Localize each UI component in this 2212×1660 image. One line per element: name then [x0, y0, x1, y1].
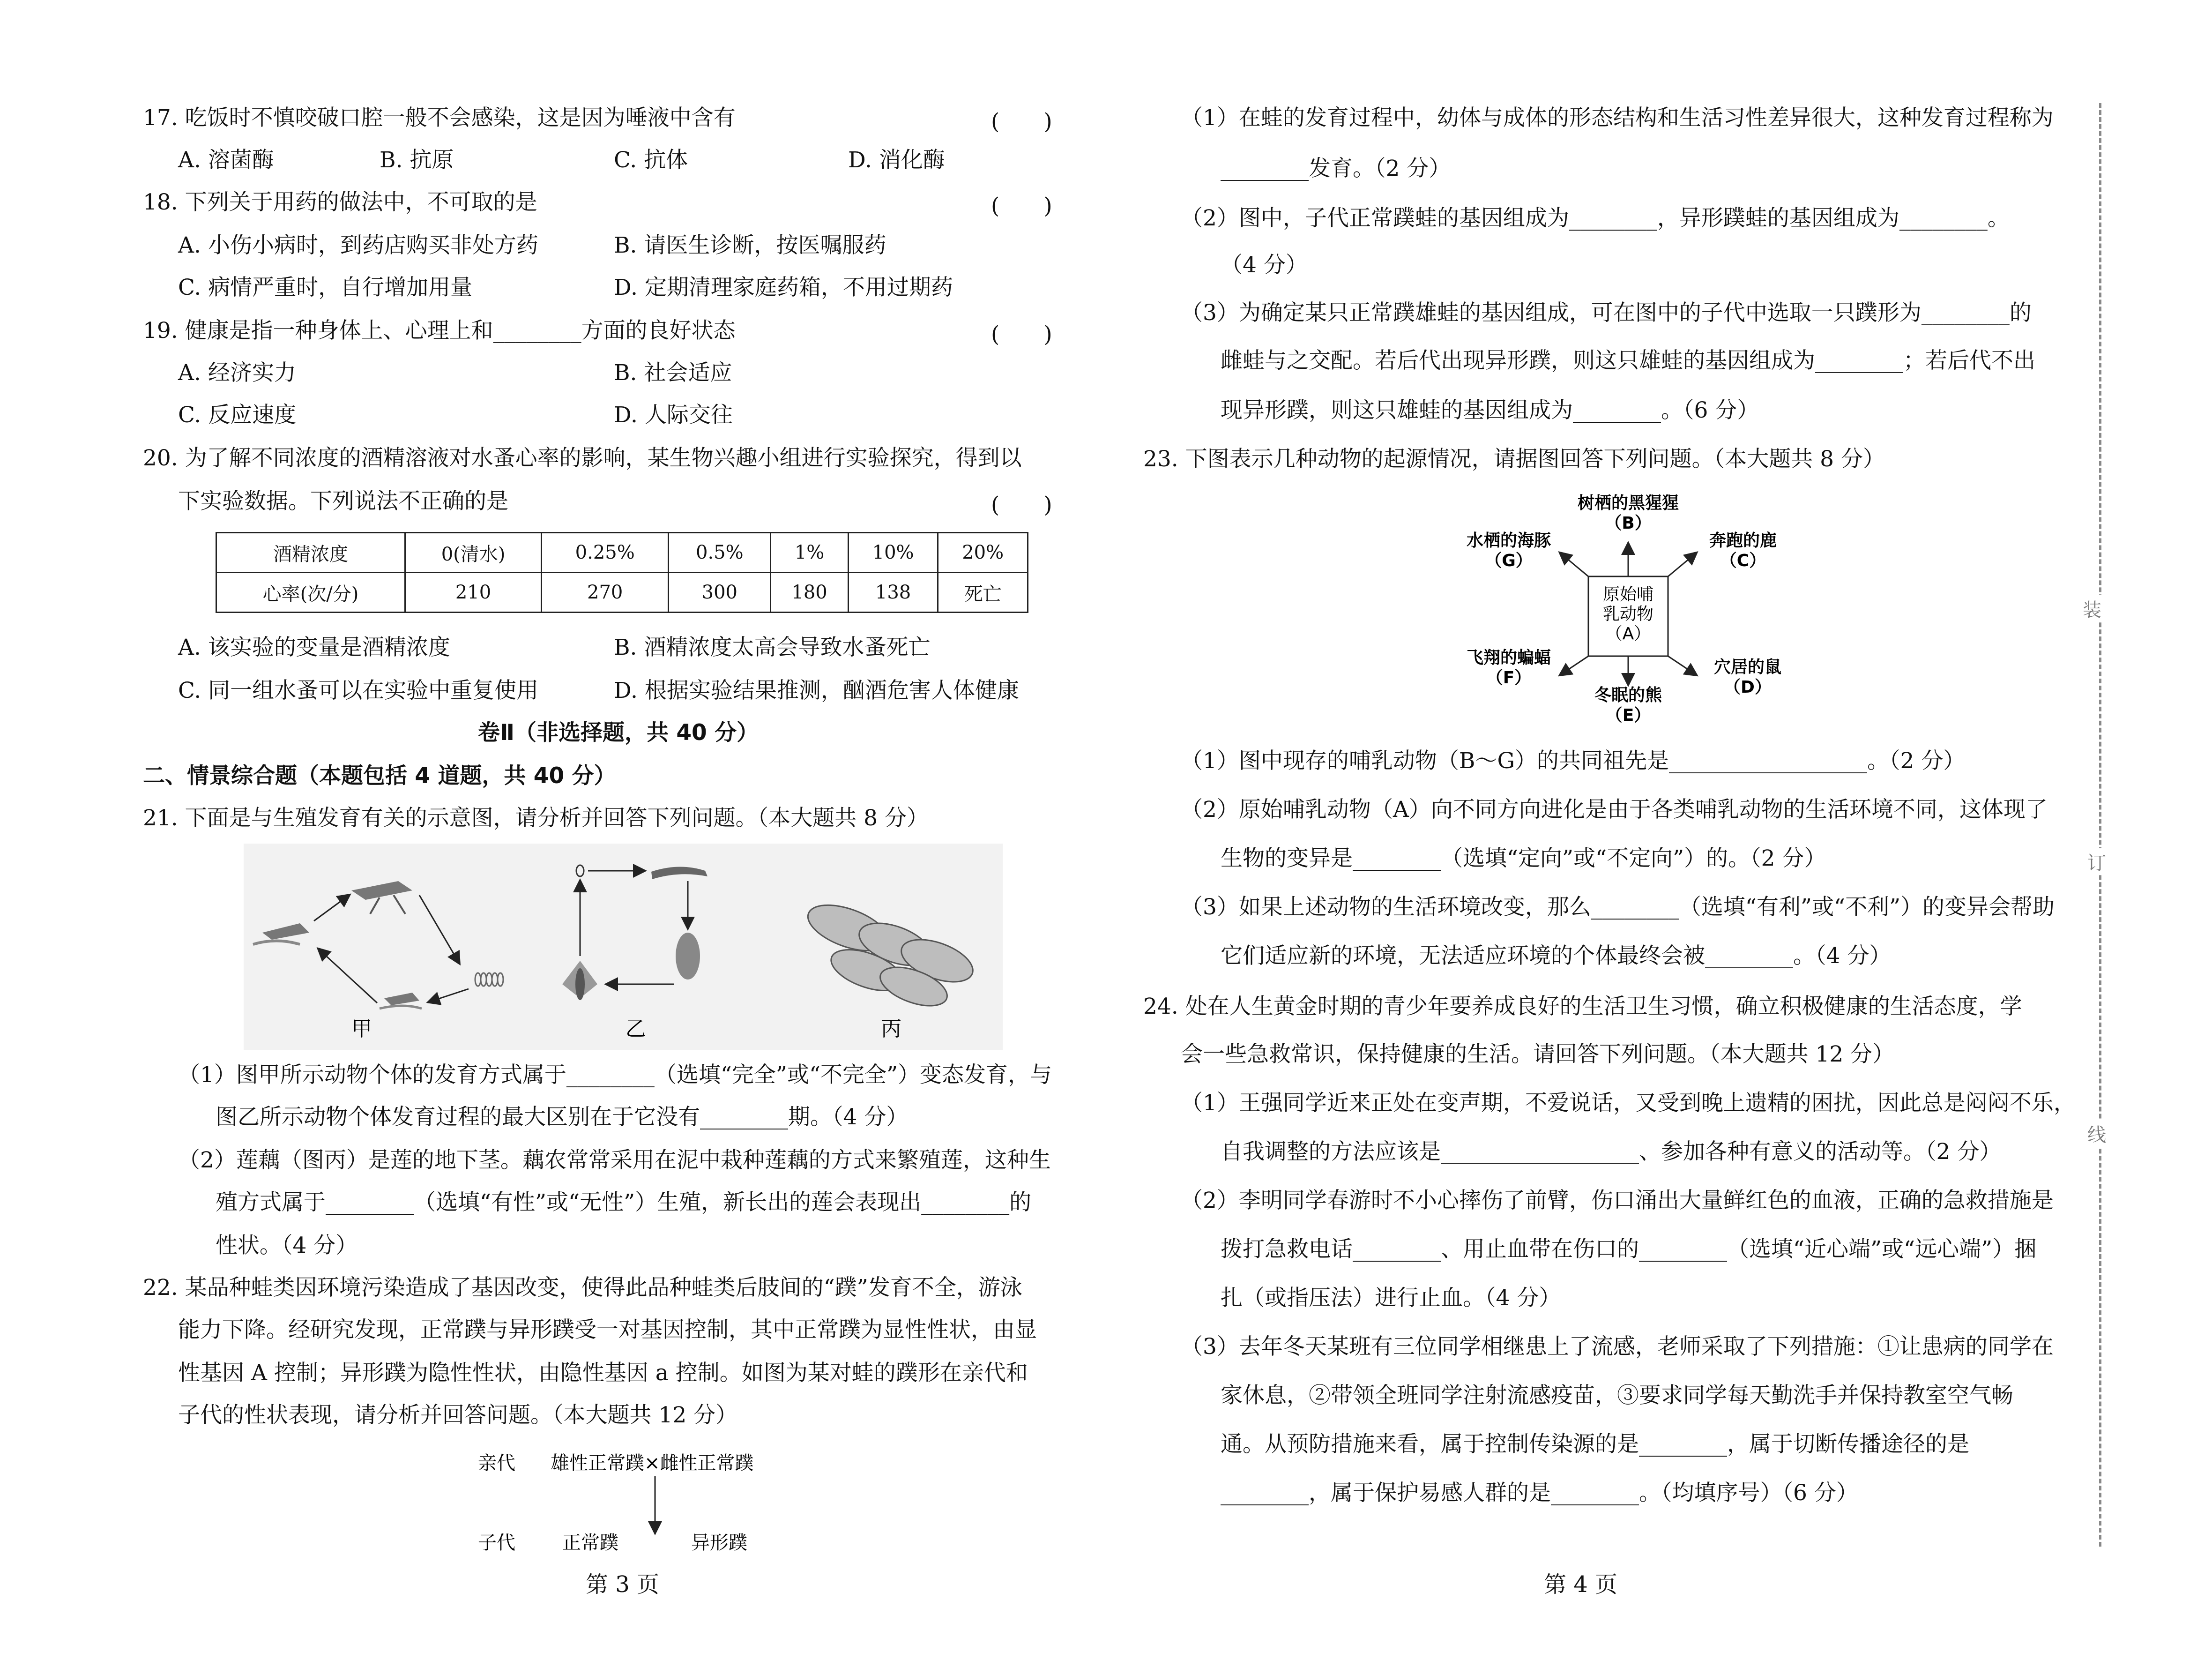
q18-option-b: B. 请医生诊断，按医嘱服药	[614, 232, 886, 258]
q19-stem: 19. 健康是指一种身体上、心理上和________方面的良好状态	[143, 318, 736, 344]
table-cell: 1%	[771, 533, 848, 573]
q19-answer-paren: ( )	[991, 322, 1052, 347]
q18-stem: 18. 下列关于用药的做法中，不可取的是	[143, 189, 537, 215]
q23-part3-line1: （3）如果上述动物的生活环境改变，那么________（选填“有利”或“不利”）的变异会帮助	[1181, 894, 2055, 920]
ancestor-label-3: （A）	[1605, 624, 1651, 643]
q24-part2-line3: 扎（或指压法）进行止血。（4 分）	[1221, 1285, 1561, 1311]
q22-part3-line3: 现异形蹼，则这只雄蛙的基因组成为________。（6 分）	[1221, 397, 1759, 423]
fig-label-yi: 乙	[626, 1017, 646, 1041]
table-cell: 180	[771, 573, 848, 613]
q22-stem-line2: 能力下降。经研究发现，正常蹼与异形蹼受一对基因控制，其中正常蹼为显性性状，由显	[178, 1317, 1037, 1343]
mammal-origin-diagram	[1443, 487, 1799, 731]
q21-part2-line3: 性状。（4 分）	[216, 1233, 358, 1258]
table-row	[216, 573, 1028, 613]
fig-label-cross: 雄性正常蹼×雌性正常蹼	[551, 1452, 754, 1474]
label-d-code: （D）	[1724, 678, 1772, 697]
q19-option-d: D. 人际交往	[614, 402, 733, 428]
q22-part2-line1: （2）图中，子代正常蹼蛙的基因组成为________，异形蹼蛙的基因组成为________。	[1181, 205, 2010, 231]
page-number-3: 第 3 页	[586, 1571, 660, 1598]
q22-part3-line1: （3）为确定某只正常蹼雄蛙的基因组成，可在图中的子代中选取一只蹼形为________的	[1181, 300, 2032, 326]
label-g-name: 水栖的海豚	[1466, 531, 1551, 550]
q22-part1-line1: （1）在蛙的发育过程中，幼体与成体的形态结构和生活习性差异很大，这种发育过程称为	[1181, 105, 2054, 131]
table-cell: 20%	[938, 533, 1028, 573]
q20-stem-line1: 20. 为了解不同浓度的酒精溶液对水蚤心率的影响，某生物兴趣小组进行实验探究，得到以	[143, 445, 1022, 471]
q23-part1: （1）图中现存的哺乳动物（B～G）的共同祖先是__________________。（2 分）	[1181, 748, 1966, 774]
label-f-name: 飞翔的蝙蝠	[1466, 648, 1551, 667]
q20-option-c: C. 同一组水蚤可以在实验中重复使用	[178, 678, 539, 703]
q22-part2-line2: （4 分）	[1221, 252, 1308, 278]
q24-part3-line3: 通。从预防措施来看，属于控制传染源的是________，属于切断传播途径的是	[1221, 1431, 1969, 1457]
q22-stem-line4: 子代的性状表现，请分析并回答问题。（本大题共 12 分）	[178, 1402, 738, 1428]
q22-part1-line2: ________发育。（2 分）	[1221, 156, 1451, 181]
reproduction-figure	[244, 844, 1003, 1050]
label-f-code: （F）	[1486, 668, 1532, 688]
table-cell: 210	[405, 573, 542, 613]
q18-option-a: A. 小伤小病时，到药店购买非处方药	[178, 232, 538, 258]
table-cell: 270	[542, 573, 669, 613]
q17-option-c: C. 抗体	[614, 147, 688, 173]
q24-stem-line2: 会一些急救常识，保持健康的生活。请回答下列问题。（本大题共 12 分）	[1181, 1041, 1895, 1067]
q20-answer-paren: ( )	[991, 492, 1052, 518]
fig-label-parent: 亲代	[478, 1452, 515, 1474]
q18-option-d: D. 定期清理家庭药箱，不用过期药	[614, 275, 953, 300]
table-row	[216, 533, 1028, 573]
q17-option-d: D. 消化酶	[848, 147, 945, 173]
q21-part1-line1: （1）图甲所示动物个体的发育方式属于________（选填“完全”或“不完全”）变态发育，与	[178, 1062, 1052, 1088]
label-b-name: 树栖的黑猩猩	[1577, 494, 1679, 513]
table-cell: 酒精浓度	[216, 533, 405, 573]
q24-part3-line2: 家休息，②带领全班同学注射流感疫苗，③要求同学每天勤洗手并保持教室空气畅	[1221, 1383, 2013, 1408]
q18-answer-paren: ( )	[991, 193, 1052, 219]
alcohol-heart-rate-table	[216, 532, 1028, 613]
fig-label-bing: 丙	[881, 1017, 901, 1041]
table-cell: 0.5%	[669, 533, 771, 573]
label-e-code: （E）	[1605, 706, 1651, 725]
q21-part2-line2: 殖方式属于________（选填“有性”或“无性”）生殖，新长出的莲会表现出________的	[216, 1189, 1032, 1215]
margin-mark-ding: 订	[2087, 848, 2106, 875]
q24-part2-line2: 拨打急救电话________、用止血带在伤口的________（选填“近心端”或“远心端”）捆	[1221, 1236, 2037, 1262]
page-number-4: 第 4 页	[1544, 1571, 1618, 1598]
fig-label-child: 子代	[478, 1532, 515, 1554]
margin-mark-zhuang: 装	[2083, 595, 2101, 622]
table-cell: 心率(次/分)	[216, 573, 405, 613]
table-cell: 死亡	[938, 573, 1028, 613]
binding-dashed-line	[2099, 103, 2101, 1547]
volume-2-heading: 卷Ⅱ（非选择题，共 40 分）	[478, 720, 759, 746]
q24-stem-line1: 24. 处在人生黄金时期的青少年要养成良好的生活卫生习惯，确立积极健康的生活态度，学	[1143, 994, 2022, 1019]
fig-label-abnormal-web: 异形蹼	[691, 1532, 747, 1554]
q23-part2-line1: （2）原始哺乳动物（A）向不同方向进化是由于各类哺乳动物的生活环境不同，这体现了	[1181, 797, 2048, 823]
q24-part2-line1: （2）李明同学春游时不小心摔伤了前臂，伤口涌出大量鲜红色的血液，正确的急救措施是	[1181, 1188, 2054, 1213]
table-cell: 138	[848, 573, 938, 613]
q24-part3-line1: （3）去年冬天某班有三位同学相继患上了流感，老师采取了下列措施：①让患病的同学在	[1181, 1334, 2054, 1360]
fig-label-jia: 甲	[351, 1017, 372, 1041]
q23-part3-line2: 它们适应新的环境，无法适应环境的个体最终会被________。（4 分）	[1221, 943, 1892, 969]
q23-part2-line2: 生物的变异是________（选填“定向”或“不定向”）的。（2 分）	[1221, 845, 1826, 871]
q22-part3-line2: 雌蛙与之交配。若后代出现异形蹼，则这只雄蛙的基因组成为________；若后代不出	[1221, 348, 2035, 374]
q20-stem-line2: 下实验数据。下列说法不正确的是	[178, 488, 508, 514]
q24-part1-line2: 自我调整的方法应该是__________________、参加各种有意义的活动等。（2 分）	[1221, 1139, 2002, 1165]
q20-option-b: B. 酒精浓度太高会导致水蚤死亡	[614, 635, 931, 660]
table-cell: 0(清水)	[405, 533, 542, 573]
q17-stem: 17. 吃饭时不慎咬破口腔一般不会感染，这是因为唾液中含有	[143, 105, 736, 131]
q24-part3-line4: ________，属于保护易感人群的是________。（均填序号）（6 分）	[1221, 1480, 1858, 1506]
q17-answer-paren: ( )	[991, 109, 1052, 135]
q24-part1-line1: （1）王强同学近来正处在变声期，不爱说话，又受到晚上遗精的困扰，因此总是闷闷不乐，	[1181, 1090, 2076, 1116]
q17-option-b: B. 抗原	[380, 147, 454, 173]
q20-option-a: A. 该实验的变量是酒精浓度	[178, 635, 450, 660]
q22-stem-line3: 性基因 A 控制；异形蹼为隐性性状，由隐性基因 a 控制。如图为某对蛙的蹼形在亲代和	[178, 1360, 1028, 1386]
table-cell: 10%	[848, 533, 938, 573]
ancestor-label-2: 乳动物	[1602, 605, 1654, 624]
section-2-heading: 二、情景综合题（本题包括 4 道题，共 40 分）	[143, 763, 616, 789]
label-g-code: （G）	[1485, 551, 1533, 570]
q21-part2-line1: （2）莲藕（图丙）是莲的地下茎。藕农常常采用在泥中栽种莲藕的方式来繁殖莲，这种生	[178, 1147, 1051, 1173]
q19-option-a: A. 经济实力	[178, 360, 296, 386]
q19-option-c: C. 反应速度	[178, 402, 297, 428]
label-d-name: 穴居的鼠	[1713, 658, 1782, 677]
q20-option-d: D. 根据实验结果推测，酗酒危害人体健康	[614, 678, 1019, 703]
q22-stem-line1: 22. 某品种蛙类因环境污染造成了基因改变，使得此品种蛙类后肢间的“蹼”发育不全，游泳	[143, 1275, 1022, 1301]
table-cell: 0.25%	[542, 533, 669, 573]
q23-stem: 23. 下图表示几种动物的起源情况，请据图回答下列问题。（本大题共 8 分）	[1143, 446, 1885, 472]
label-c-code: （C）	[1720, 551, 1766, 570]
q21-stem: 21. 下面是与生殖发育有关的示意图，请分析并回答下列问题。（本大题共 8 分）	[143, 805, 929, 831]
frog-cross-figure	[469, 1448, 797, 1565]
q21-part1-line2: 图乙所示动物个体发育过程的最大区别在于它没有________期。（4 分）	[216, 1104, 909, 1130]
q17-option-a: A. 溶菌酶	[178, 147, 274, 173]
ancestor-label-1: 原始哺	[1602, 585, 1654, 604]
table-cell: 300	[669, 573, 771, 613]
q19-option-b: B. 社会适应	[614, 360, 732, 386]
label-c-name: 奔跑的鹿	[1709, 531, 1777, 550]
label-e-name: 冬眠的熊	[1594, 686, 1662, 705]
q18-option-c: C. 病情严重时，自行增加用量	[178, 275, 473, 300]
margin-mark-xian: 线	[2087, 1120, 2106, 1147]
fig-label-normal-web: 正常蹼	[562, 1532, 618, 1554]
label-b-code: （B）	[1605, 514, 1652, 533]
